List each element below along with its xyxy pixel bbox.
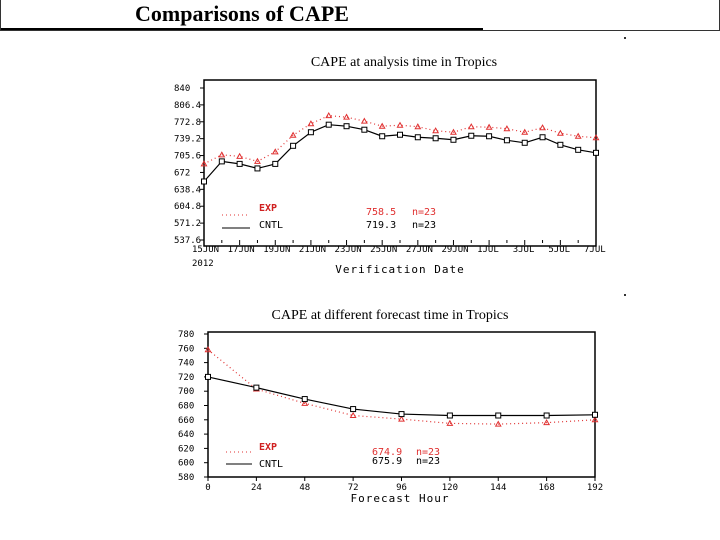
data-point-cntl	[291, 143, 296, 148]
data-point-cntl	[593, 412, 598, 417]
x-tick-label: 25JUN	[370, 245, 398, 255]
x-tick-label: 17JUN	[227, 245, 255, 255]
data-point-exp	[447, 421, 452, 426]
y-tick-label: 600	[178, 458, 195, 469]
data-point-cntl	[302, 397, 307, 402]
y-tick-label: 537.6	[174, 236, 202, 246]
chart-title: CAPE at analysis time in Tropics	[310, 55, 498, 70]
x-tick-label: 29JUN	[441, 245, 469, 255]
x-year-label: 2012	[192, 259, 214, 269]
chart-title: CAPE at different forecast time in Tropics	[271, 308, 509, 323]
data-point-cntl	[273, 161, 278, 166]
data-point-cntl	[237, 161, 242, 166]
x-tick-label: 21JUN	[298, 245, 327, 255]
data-point-exp	[308, 121, 313, 126]
legend	[226, 442, 283, 470]
x-tick-label: 23JUN	[334, 245, 362, 255]
data-point-exp	[504, 126, 509, 131]
x-tick-label: 0	[205, 483, 211, 493]
y-tick-label: 806.4	[174, 100, 202, 111]
data-point-cntl	[206, 374, 211, 379]
data-point-cntl	[326, 122, 331, 127]
data-point-cntl	[202, 179, 207, 184]
data-point-exp	[558, 131, 563, 136]
data-point-exp	[326, 113, 331, 118]
x-tick-label: 96	[396, 483, 407, 493]
page-title: Comparisons of CAPE	[135, 1, 349, 26]
data-point-cntl	[447, 413, 452, 418]
x-tick-label: 5JUL	[548, 245, 571, 255]
stats-box	[366, 207, 436, 231]
x-axis-ticks	[205, 477, 603, 493]
data-point-cntl	[558, 142, 563, 147]
y-tick-label: 740	[178, 358, 195, 369]
x-axis-label: Forecast Hour	[350, 492, 450, 505]
data-point-cntl	[399, 412, 404, 417]
x-tick-label: 1JUL	[477, 245, 499, 255]
legend	[222, 203, 283, 231]
series-group	[205, 347, 597, 426]
data-point-exp	[237, 154, 242, 159]
x-tick-label: 19JUN	[263, 245, 291, 255]
data-point-cntl	[362, 127, 367, 132]
y-tick-label: 672	[174, 168, 191, 179]
data-point-cntl	[433, 136, 438, 141]
x-tick-label: 48	[299, 483, 311, 493]
x-tick-label: 120	[441, 483, 459, 493]
data-point-cntl	[496, 413, 501, 418]
y-tick-label: 780	[178, 330, 195, 340]
x-axis-label: Verification Date	[335, 263, 465, 276]
data-point-cntl	[255, 166, 260, 171]
data-point-exp	[576, 134, 581, 139]
stat-mean-exp: 758.5	[366, 207, 397, 218]
y-tick-label: 571.2	[174, 219, 202, 230]
data-point-exp	[433, 128, 438, 133]
y-axis-ticks	[174, 84, 204, 246]
chart-analysis	[174, 55, 606, 276]
data-point-cntl	[469, 133, 474, 138]
data-point-cntl	[254, 385, 259, 390]
data-point-cntl	[344, 124, 349, 129]
y-tick-label: 620	[178, 444, 195, 455]
data-point-exp	[219, 152, 224, 157]
data-point-cntl	[522, 140, 527, 145]
stat-mean-cntl: 675.9	[372, 456, 403, 467]
data-point-cntl	[576, 147, 581, 152]
data-point-exp	[351, 413, 356, 418]
x-tick-label: 3JUL	[512, 245, 535, 255]
data-point-cntl	[594, 150, 599, 155]
data-point-cntl	[380, 134, 385, 139]
series-group	[201, 113, 598, 184]
data-point-exp	[344, 115, 349, 120]
x-tick-label: 7JUL	[584, 245, 606, 255]
y-axis-ticks	[178, 330, 208, 483]
legend-label-exp: EXP	[259, 442, 278, 453]
series-line-cntl	[208, 377, 595, 416]
x-tick-label: 168	[538, 483, 555, 493]
y-tick-label: 760	[178, 344, 195, 355]
data-point-cntl	[308, 130, 313, 135]
y-tick-label: 660	[178, 415, 195, 426]
x-tick-label: 24	[250, 483, 262, 493]
stat-n-cntl: n=23	[416, 456, 441, 467]
data-point-exp	[362, 119, 367, 124]
x-tick-label: 15JUN	[192, 245, 220, 255]
x-axis-ticks	[192, 240, 606, 255]
data-point-cntl	[398, 132, 403, 137]
stat-mean-exp: 674.9	[372, 447, 403, 458]
legend-label-exp: EXP	[259, 203, 278, 214]
stat-n-cntl: n=23	[412, 220, 437, 231]
legend-label-cntl: CNTL	[259, 220, 284, 231]
y-tick-label: 604.8	[174, 202, 202, 213]
y-tick-label: 705.6	[174, 151, 202, 162]
data-point-cntl	[351, 407, 356, 412]
stats-box	[372, 447, 440, 467]
data-point-cntl	[540, 135, 545, 140]
y-tick-label: 640	[178, 430, 195, 441]
data-point-cntl	[504, 138, 509, 143]
data-point-cntl	[487, 134, 492, 139]
data-point-exp	[397, 123, 402, 128]
data-point-cntl	[415, 135, 420, 140]
data-point-exp	[469, 124, 474, 129]
y-tick-label: 700	[178, 387, 195, 398]
stat-mean-cntl: 719.3	[366, 220, 397, 231]
data-point-cntl	[451, 137, 456, 142]
y-tick-label: 638.4	[174, 185, 202, 196]
legend-label-cntl: CNTL	[259, 459, 284, 470]
data-point-exp	[540, 125, 545, 130]
x-tick-label: 72	[347, 483, 359, 493]
x-tick-label: 27JUN	[405, 245, 433, 255]
y-tick-label: 739.2	[174, 134, 202, 145]
chart-forecast	[178, 308, 603, 505]
stat-n-exp: n=23	[412, 207, 437, 218]
data-point-cntl	[219, 159, 224, 164]
data-point-exp	[290, 133, 295, 138]
y-tick-label: 840	[174, 84, 191, 94]
y-tick-label: 772.8	[174, 117, 202, 128]
y-tick-label: 680	[178, 401, 195, 412]
y-tick-label: 720	[178, 372, 195, 383]
stat-n-exp: n=23	[416, 447, 441, 458]
data-point-cntl	[544, 413, 549, 418]
y-tick-label: 580	[178, 473, 195, 483]
data-point-exp	[399, 416, 404, 421]
x-tick-label: 192	[586, 483, 604, 493]
x-tick-label: 144	[490, 483, 507, 493]
